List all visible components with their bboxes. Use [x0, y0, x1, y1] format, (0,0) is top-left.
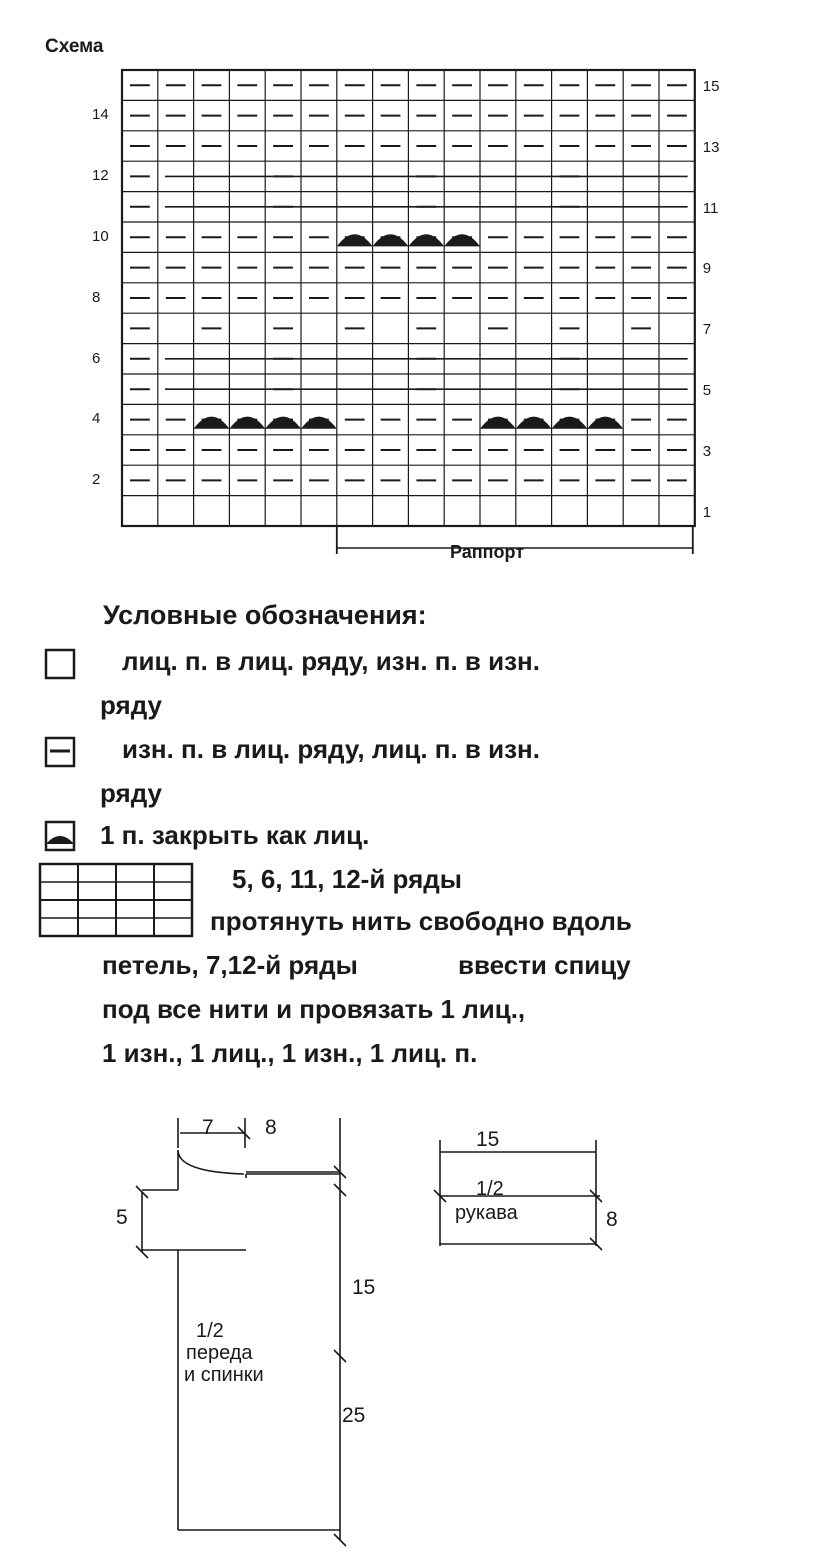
- sleeve-fraction: 1/2: [476, 1178, 504, 1200]
- row-number-right: 5: [702, 382, 712, 399]
- row-number-right: 9: [702, 260, 712, 278]
- legend-float-text-2: протянуть нить свободно вдоль: [210, 906, 632, 936]
- row-number-right: 13: [702, 138, 720, 156]
- dim-neck-depth: 5: [116, 1206, 128, 1229]
- front-back-outline: [136, 1118, 346, 1546]
- row-number-right: 3: [702, 442, 712, 460]
- legend-float-text-3: петель, 7,12-й ряды: [102, 950, 358, 980]
- row-number-left: 14: [92, 106, 109, 124]
- dim-shoulder: 8: [265, 1116, 277, 1139]
- bind-off-arc-icon: [44, 820, 78, 854]
- dim-sleeve-width: 15: [476, 1128, 500, 1151]
- legend-purl-text: изн. п. в лиц. ряду, лиц. п. в изн.: [122, 734, 540, 764]
- front-back-label-2: и спинки: [184, 1364, 264, 1386]
- dash-square-icon: [44, 736, 78, 770]
- front-back-label: переда: [186, 1342, 253, 1364]
- row-number-right: 7: [702, 321, 712, 339]
- dim-body: 25: [342, 1404, 366, 1427]
- dim-neck-width: 7: [202, 1116, 214, 1139]
- bind-off-mark: [301, 417, 337, 429]
- legend-purl-text-cont: ряду: [100, 778, 162, 808]
- row-number-left: 8: [92, 288, 101, 306]
- scheme-title: Схема: [45, 36, 104, 57]
- row-number-left: 6: [92, 349, 101, 367]
- dim-sleeve-height: 8: [606, 1208, 618, 1231]
- bind-off-mark: [408, 234, 444, 246]
- bind-off-mark: [229, 417, 265, 429]
- front-back-fraction: 1/2: [196, 1320, 224, 1342]
- row-number-left: 10: [92, 228, 109, 245]
- row-number-right: 15: [702, 78, 720, 95]
- legend-float-text-5: 1 изн., 1 лиц., 1 изн., 1 лиц. п.: [102, 1038, 478, 1068]
- bind-off-mark: [480, 417, 516, 429]
- bind-off-mark: [194, 417, 230, 429]
- pattern-diagrams: [0, 1110, 827, 1555]
- row-number-right: 11: [702, 199, 719, 217]
- repeat-label: Раппорт: [450, 542, 525, 562]
- legend-knit-text: лиц. п. в лиц. ряду, изн. п. в изн.: [122, 646, 540, 676]
- legend-bindoff-text: 1 п. закрыть как лиц.: [100, 820, 370, 850]
- bind-off-mark: [265, 417, 301, 429]
- bind-off-mark: [552, 417, 588, 429]
- sleeve-label: рукава: [455, 1202, 518, 1224]
- bind-off-mark: [337, 234, 373, 246]
- legend-knit-text-cont: ряду: [100, 690, 162, 720]
- empty-square-icon: [44, 648, 78, 682]
- row-number-right: 1: [702, 503, 712, 521]
- dim-armhole: 15: [352, 1276, 376, 1299]
- legend-float-text-4: под все нити и провязать 1 лиц.,: [102, 994, 526, 1024]
- legend-float-text-1: 5, 6, 11, 12-й ряды: [232, 864, 462, 894]
- row-number-left: 4: [92, 410, 101, 428]
- bind-off-mark: [373, 234, 409, 246]
- bind-off-mark: [587, 417, 623, 429]
- sleeve-outline: [434, 1140, 602, 1250]
- row-number-left: 2: [92, 471, 101, 489]
- float-grid-icon: [38, 860, 198, 940]
- legend-title: Условные обозначения:: [103, 600, 427, 630]
- bind-off-mark: [444, 234, 480, 246]
- row-number-left: 12: [92, 167, 109, 185]
- legend-float-text-3b: ввести спицу: [458, 950, 631, 980]
- bind-off-mark: [516, 417, 552, 429]
